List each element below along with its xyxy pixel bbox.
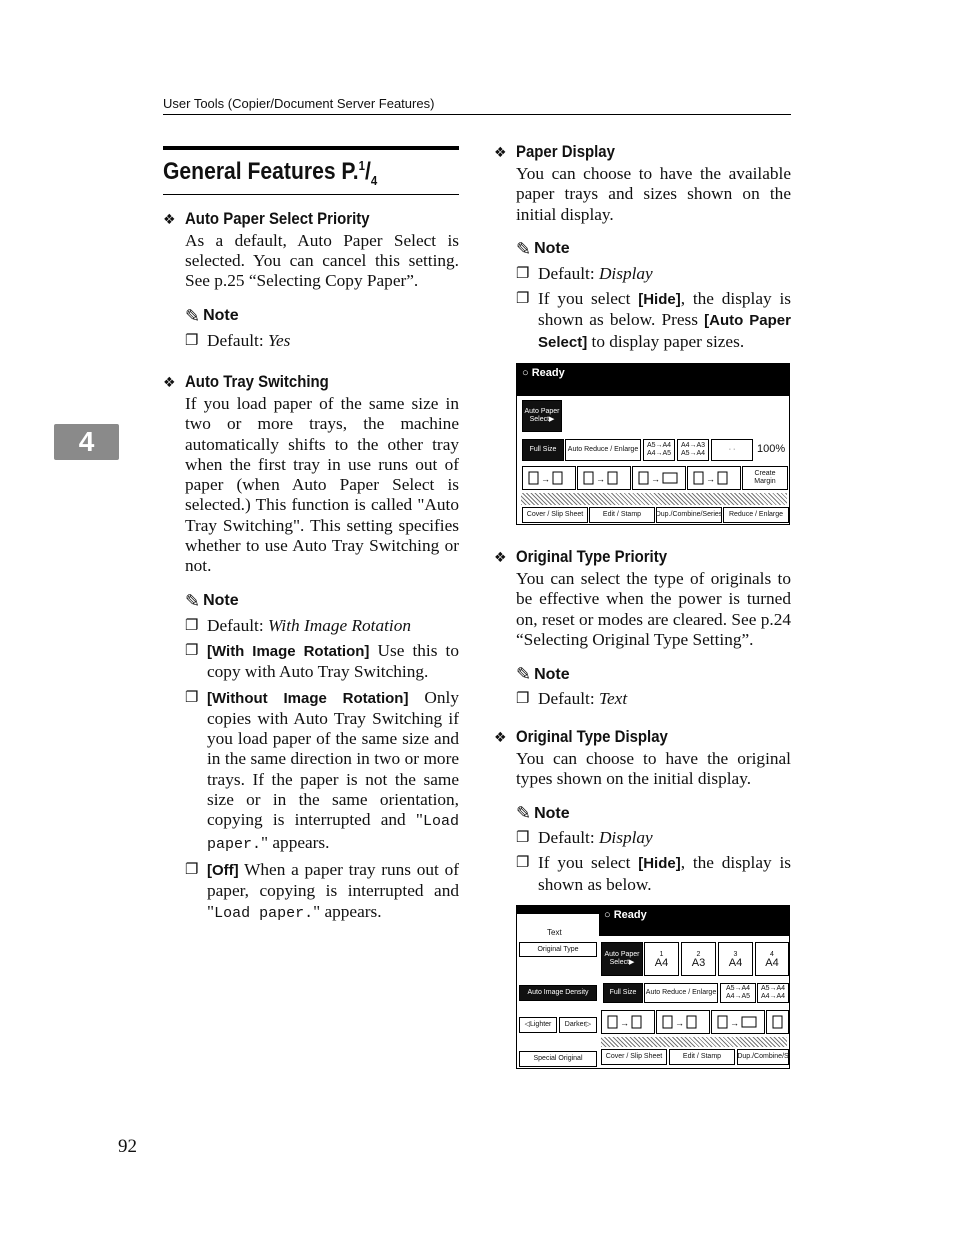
status-bar-left (517, 906, 599, 914)
svg-text:→: → (706, 474, 715, 485)
duplex-icon (527, 470, 571, 486)
checkbox-bullet-icon: ❐ (185, 861, 199, 878)
duplex-2-2-button[interactable] (577, 466, 631, 490)
running-header: User Tools (Copier/Document Server Features) (163, 96, 791, 115)
tab-cover-slip-sheet[interactable]: Cover / Slip Sheet (601, 1049, 667, 1065)
series-button[interactable] (687, 466, 741, 490)
auto-paper-select-button[interactable]: Auto Paper Select▶ (522, 400, 562, 432)
list-item: ❐ If you select [Hide], the display is shown as below. Press [Auto Paper Select] to display paper sizes. (516, 289, 791, 353)
status-bar (599, 906, 789, 936)
tab-reduce-enlarge[interactable]: Reduce / Enlarge (723, 507, 789, 523)
auto-paper-select-button[interactable]: Auto Paper Select▶ (601, 942, 643, 976)
page-title: General Features $P.^1/_4$ (163, 158, 378, 188)
heading-auto-tray-switching: ❖ Auto Tray Switching (163, 371, 329, 391)
note-heading: ✎ Note (516, 803, 570, 824)
right-column (494, 142, 791, 1069)
ratio-preset-1-button[interactable]: A5→A4 A4→A5 (720, 983, 756, 1003)
paper-display-body: You can choose to have the available paper trays and sizes shown on the initial display. (516, 164, 791, 224)
chapter-tab: 4 (54, 424, 119, 460)
left-column (163, 146, 459, 929)
duplex-icon (582, 470, 626, 486)
duplex-icon (661, 1014, 705, 1030)
original-priority-body: You can select the type of originals to be effective when the power is turned on, reset or modes are cleared. See p.24 “Selecting Original Type Setting”. (516, 569, 791, 649)
original-display-body: You can choose to have the original types shown on the initial display. (516, 748, 791, 788)
tray-4-button[interactable]: 4 A4 (755, 942, 789, 976)
list-item: ❐ If you select [Hide], the display is shown as below. (516, 853, 792, 894)
status-bar (517, 364, 789, 396)
checkbox-bullet-icon: ❐ (516, 830, 530, 847)
original-type-value: Text (547, 928, 562, 938)
diamond-bullet-icon: ❖ (494, 728, 507, 745)
pencil-icon: ✎ (185, 305, 201, 326)
checkbox-bullet-icon: ❐ (516, 691, 530, 708)
pencil-icon: ✎ (516, 238, 532, 259)
checkbox-bullet-icon: ❐ (185, 642, 199, 659)
checkbox-bullet-icon: ❐ (185, 689, 199, 706)
list-item: ❐ Default: Display (516, 263, 653, 283)
combine-icon (716, 1014, 760, 1030)
darker-button[interactable]: Darker▷ (559, 1017, 597, 1033)
series-icon (692, 470, 736, 486)
note-heading: ✎ Note (185, 305, 239, 326)
heading-original-type-priority: ❖ Original Type Priority (494, 547, 668, 567)
pencil-icon: ✎ (516, 664, 532, 685)
ratio-preset-3-button[interactable]: · · (711, 439, 753, 461)
heading-paper-display: ❖ Paper Display (494, 142, 615, 161)
auto-reduce-enlarge-button[interactable]: Auto Reduce / Enlarge (644, 983, 718, 1003)
ready-status: ○ Ready (604, 909, 647, 922)
tab-edit-stamp[interactable]: Edit / Stamp (669, 1049, 735, 1065)
copier-screen-paper-hidden (516, 363, 790, 525)
pencil-icon: ✎ (516, 803, 532, 824)
full-size-button[interactable]: Full Size (603, 983, 643, 1003)
note-heading: ✎ Note (516, 238, 570, 259)
tab-dup-combine-series[interactable]: Dup./Combine/S (737, 1049, 789, 1065)
list-item: ❐ Default: Display (516, 828, 653, 848)
svg-text:→: → (620, 1018, 629, 1029)
diamond-bullet-icon: ❖ (163, 210, 176, 227)
tab-area-pattern (521, 493, 787, 505)
original-type-button[interactable]: Original Type (519, 942, 597, 957)
ready-status: ○ Ready (522, 367, 565, 380)
diamond-bullet-icon: ❖ (494, 549, 507, 566)
list-item: ❐ Default: Yes (185, 330, 291, 350)
svg-text:→: → (675, 1018, 684, 1029)
tab-dup-combine-series[interactable]: Dup./Combine/Series (656, 507, 722, 523)
svg-text:→: → (651, 474, 660, 485)
copier-screen-original-hidden (516, 905, 790, 1069)
tab-edit-stamp[interactable]: Edit / Stamp (589, 507, 655, 523)
auto-tray-body: If you load paper of the same size in two or more trays, the machine automatically shifts to the other tray when the first tray in use runs out of paper (when Auto Paper Select is selected.) This function is called "Auto Tray Switching". This setting specifies whether to use Auto Tray Switching or not. (185, 393, 459, 576)
checkbox-bullet-icon: ❐ (185, 617, 199, 634)
tray-1-button[interactable]: 1 A4 (644, 942, 679, 976)
duplex-icon (606, 1014, 650, 1030)
checkbox-bullet-icon: ❐ (516, 265, 530, 282)
auto-paper-body: As a default, Auto Paper Select is selected. You can cancel this setting. See p.25 “Selecting Copy Paper”. (185, 230, 459, 291)
heading-auto-paper-select-priority: ❖ Auto Paper Select Priority (163, 208, 370, 228)
combine-icon (637, 470, 681, 486)
duplex-1-1-button[interactable] (522, 466, 576, 490)
lighter-button[interactable]: ◁Lighter (519, 1017, 557, 1033)
tab-area-pattern (601, 1037, 787, 1047)
list-item: ❐ [Without Image Rotation] Only copies with Auto Tray Switching if you load paper of the same size and in the same direction in two or more trays. If the paper is not the same size or in the same orientation, copying is interrupted and "Load paper." appears. (185, 688, 459, 855)
tab-cover-slip-sheet[interactable]: Cover / Slip Sheet (522, 507, 588, 523)
duplex-2-2-button[interactable] (656, 1010, 710, 1034)
note-heading: ✎ Note (185, 590, 239, 611)
list-item: ❐ [With Image Rotation] Use this to copy with Auto Tray Switching. (185, 640, 459, 682)
auto-reduce-enlarge-button[interactable]: Auto Reduce / Enlarge (565, 439, 641, 461)
svg-text:→: → (541, 474, 550, 485)
combine-button[interactable] (632, 466, 686, 490)
series-icon (771, 1014, 785, 1030)
checkbox-bullet-icon: ❐ (185, 332, 199, 349)
auto-image-density-button[interactable]: Auto Image Density (519, 985, 597, 1001)
combine-button[interactable] (711, 1010, 765, 1034)
note-heading: ✎ Note (516, 664, 570, 685)
page-number: 92 (118, 1136, 137, 1157)
ratio-preset-2-button[interactable]: A5→A4 A4→A4 (757, 983, 789, 1003)
ratio-preset-1-button[interactable]: A5→A4 A4→A5 (643, 439, 675, 461)
create-margin-button[interactable]: Create Margin (742, 466, 788, 490)
list-item: ❐ [Off] When a paper tray runs out of paper, copying is interrupted and "Load paper." appears. (185, 860, 459, 924)
series-button[interactable] (766, 1010, 789, 1034)
special-original-button[interactable]: Special Original (519, 1051, 597, 1067)
duplex-1-1-button[interactable] (601, 1010, 655, 1034)
diamond-bullet-icon: ❖ (494, 144, 507, 160)
checkbox-bullet-icon: ❐ (516, 291, 530, 308)
list-item: ❐ Default: With Image Rotation (185, 615, 411, 635)
section-title-block (163, 146, 459, 195)
pencil-icon: ✎ (185, 590, 201, 611)
list-item: ❐ Default: Text (516, 689, 628, 709)
svg-text:→: → (596, 474, 605, 485)
tray-2-button[interactable]: 2 A3 (681, 942, 716, 976)
checkbox-bullet-icon: ❐ (516, 855, 530, 872)
heading-original-type-display: ❖ Original Type Display (494, 726, 668, 746)
ratio-preset-2-button[interactable]: A4→A3 A5→A4 (677, 439, 709, 461)
full-size-button[interactable]: Full Size (522, 439, 564, 461)
diamond-bullet-icon: ❖ (163, 373, 176, 390)
zoom-value: 100% (757, 443, 786, 456)
tray-3-button[interactable]: 3 A4 (718, 942, 753, 976)
svg-text:→: → (730, 1018, 739, 1029)
